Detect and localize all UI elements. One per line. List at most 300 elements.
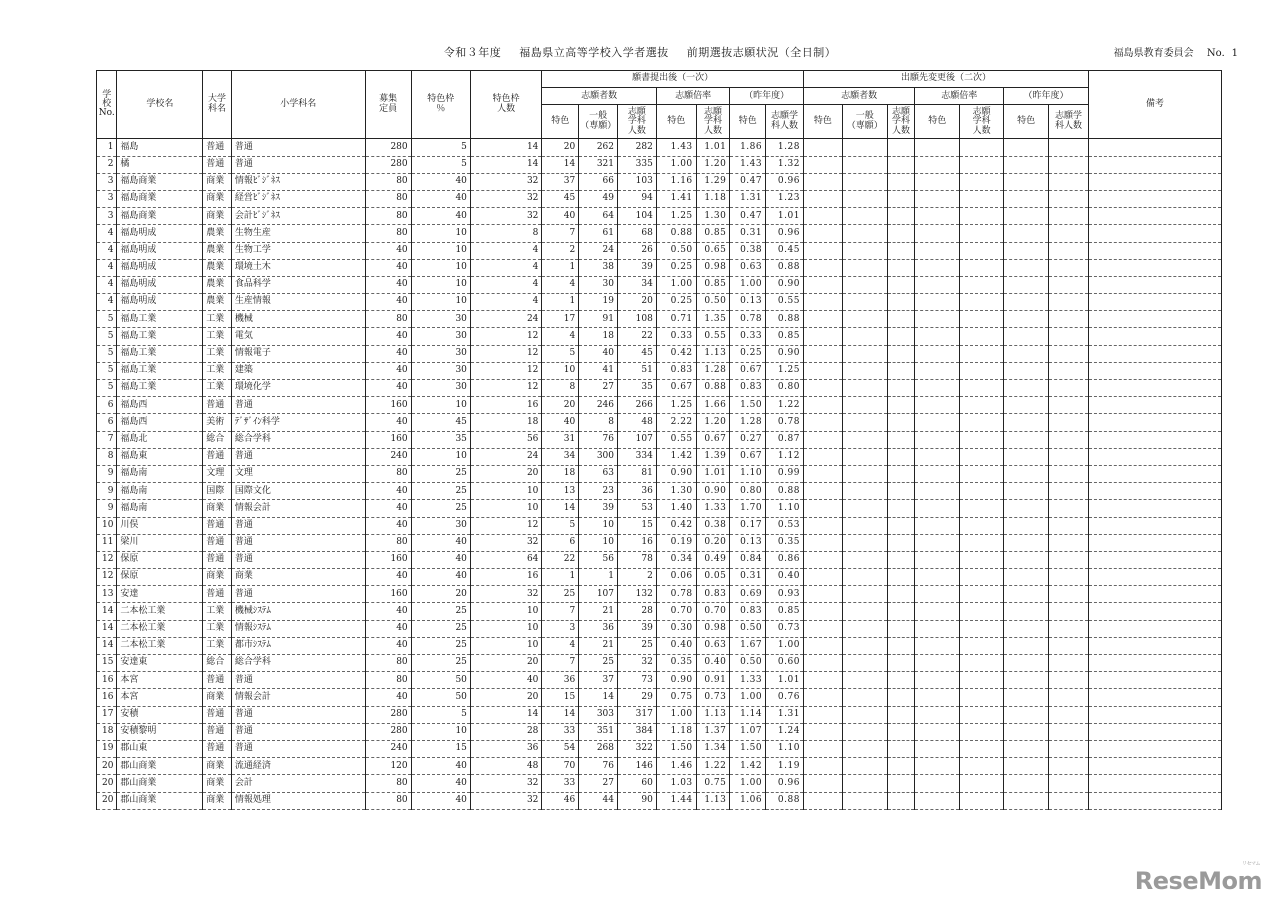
ratio-special-cell: 1.41 (656, 190, 696, 207)
table-row (97, 380, 1222, 397)
remarks-cell (1088, 655, 1221, 672)
remarks-cell (1088, 551, 1221, 568)
table-row (97, 620, 1222, 637)
special-count-cell: 4 (470, 294, 542, 311)
second-round-cell (803, 586, 842, 603)
second-round-cell (1004, 448, 1049, 465)
remarks-cell (1088, 672, 1221, 689)
second-round-cell (915, 672, 960, 689)
prev-special-cell: 1.33 (730, 672, 766, 689)
second-round-cell (803, 723, 842, 740)
prev-total-cell: 1.01 (766, 208, 804, 225)
second-round-cell (803, 620, 842, 637)
minor-dept-cell: 普通 (231, 139, 365, 156)
second-round-cell (887, 689, 915, 706)
second-round-cell (915, 242, 960, 259)
special-count-cell: 32 (470, 534, 542, 551)
prev-special-cell: 1.86 (730, 139, 766, 156)
applicants-total-cell: 90 (618, 792, 657, 809)
applicants-special-cell: 18 (542, 465, 579, 482)
special-pct-cell: 25 (411, 465, 470, 482)
applicants-special-cell: 34 (542, 448, 579, 465)
school-name-cell: 郡山商業 (117, 792, 203, 809)
ratio-special-cell: 0.30 (656, 620, 696, 637)
special-pct-cell: 10 (411, 723, 470, 740)
second-round-cell (1004, 190, 1049, 207)
applicants-general-cell: 24 (579, 242, 618, 259)
ratio-special-cell: 0.71 (656, 311, 696, 328)
prev-special-cell: 1.50 (730, 740, 766, 757)
second-round-cell (842, 448, 887, 465)
ratio-total-cell: 0.85 (696, 225, 730, 242)
second-round-cell (1049, 723, 1089, 740)
second-round-cell (842, 156, 887, 173)
second-round-cell (803, 758, 842, 775)
second-round-cell (887, 637, 915, 654)
ratio-total-cell: 0.70 (696, 603, 730, 620)
col-ratio-special-2: 特色 (915, 105, 960, 139)
prev-special-cell: 0.17 (730, 517, 766, 534)
applicants-special-cell: 3 (542, 620, 579, 637)
applicants-total-cell: 51 (618, 362, 657, 379)
school-no-cell: 13 (97, 586, 117, 603)
second-round-cell (842, 534, 887, 551)
school-name-cell: 川俣 (117, 517, 203, 534)
second-round-cell (1004, 225, 1049, 242)
second-round-cell (842, 380, 887, 397)
table-row (97, 190, 1222, 207)
ratio-total-cell: 0.67 (696, 431, 730, 448)
minor-dept-cell: 生産情報 (231, 294, 365, 311)
second-round-cell (842, 775, 887, 792)
major-dept-cell: 工業 (203, 328, 232, 345)
second-round-cell (887, 259, 915, 276)
prev-special-cell: 0.83 (730, 603, 766, 620)
special-count-cell: 12 (470, 517, 542, 534)
prev-special-cell: 0.27 (730, 431, 766, 448)
special-pct-cell: 25 (411, 637, 470, 654)
remarks-cell (1088, 173, 1221, 190)
second-round-cell (915, 311, 960, 328)
second-round-cell (960, 259, 1004, 276)
applicants-special-cell: 13 (542, 483, 579, 500)
prev-total-cell: 0.78 (766, 414, 804, 431)
special-pct-cell: 10 (411, 225, 470, 242)
second-round-cell (1004, 173, 1049, 190)
special-pct-cell: 10 (411, 242, 470, 259)
applicants-general-cell: 27 (579, 775, 618, 792)
prev-total-cell: 1.32 (766, 156, 804, 173)
col-major-dept: 大学 科名 (203, 71, 232, 139)
major-dept-cell: 総合 (203, 431, 232, 448)
prev-special-cell: 1.06 (730, 792, 766, 809)
second-round-cell (803, 208, 842, 225)
special-pct-cell: 20 (411, 586, 470, 603)
second-round-cell (803, 139, 842, 156)
table-row (97, 139, 1222, 156)
second-round-cell (960, 672, 1004, 689)
quota-cell: 80 (365, 190, 411, 207)
applicants-general-cell: 30 (579, 276, 618, 293)
applicants-general-cell: 21 (579, 637, 618, 654)
second-round-cell (803, 551, 842, 568)
remarks-cell (1088, 259, 1221, 276)
special-count-cell: 14 (470, 156, 542, 173)
minor-dept-cell: 普通 (231, 706, 365, 723)
table-row (97, 465, 1222, 482)
quota-cell: 80 (365, 775, 411, 792)
school-no-cell: 4 (97, 294, 117, 311)
second-round-cell (960, 380, 1004, 397)
minor-dept-cell: 情報会計 (231, 689, 365, 706)
ratio-total-cell: 0.88 (696, 380, 730, 397)
school-no-cell: 17 (97, 706, 117, 723)
ratio-special-cell: 1.50 (656, 740, 696, 757)
minor-dept-cell: 総合学科 (231, 431, 365, 448)
prev-special-cell: 0.13 (730, 294, 766, 311)
ratio-total-cell: 0.55 (696, 328, 730, 345)
second-round-cell (1004, 637, 1049, 654)
table-row (97, 414, 1222, 431)
second-round-cell (915, 655, 960, 672)
minor-dept-cell: 商業 (231, 569, 365, 586)
second-round-cell (960, 706, 1004, 723)
applicants-total-cell: 39 (618, 259, 657, 276)
minor-dept-cell: 普通 (231, 448, 365, 465)
school-name-cell: 郡山商業 (117, 775, 203, 792)
table-body (97, 139, 1222, 809)
second-round-cell (1049, 208, 1089, 225)
applicants-special-cell: 7 (542, 225, 579, 242)
second-round-cell (1049, 465, 1089, 482)
second-round-cell (915, 362, 960, 379)
prev-special-cell: 1.70 (730, 500, 766, 517)
header-applicants-2: 志願者数 (803, 88, 914, 105)
second-round-cell (1004, 586, 1049, 603)
second-round-cell (1049, 259, 1089, 276)
special-count-cell: 16 (470, 569, 542, 586)
special-pct-cell: 40 (411, 190, 470, 207)
prev-total-cell: 0.86 (766, 551, 804, 568)
prev-total-cell: 1.25 (766, 362, 804, 379)
school-no-cell: 4 (97, 225, 117, 242)
second-round-cell (915, 173, 960, 190)
special-count-cell: 24 (470, 311, 542, 328)
quota-cell: 160 (365, 551, 411, 568)
applicants-special-cell: 4 (542, 637, 579, 654)
special-count-cell: 28 (470, 723, 542, 740)
applicants-total-cell: 335 (618, 156, 657, 173)
second-round-cell (960, 173, 1004, 190)
special-count-cell: 32 (470, 792, 542, 809)
applicants-total-cell: 48 (618, 414, 657, 431)
second-round-cell (960, 500, 1004, 517)
quota-cell: 40 (365, 345, 411, 362)
second-round-cell (842, 311, 887, 328)
quota-cell: 280 (365, 706, 411, 723)
prev-total-cell: 0.93 (766, 586, 804, 603)
minor-dept-cell: 普通 (231, 397, 365, 414)
second-round-cell (960, 483, 1004, 500)
minor-dept-cell: 国際文化 (231, 483, 365, 500)
second-round-cell (915, 775, 960, 792)
applicants-total-cell: 28 (618, 603, 657, 620)
second-round-cell (887, 431, 915, 448)
ratio-special-cell: 0.34 (656, 551, 696, 568)
quota-cell: 40 (365, 414, 411, 431)
school-no-cell: 20 (97, 792, 117, 809)
quota-cell: 160 (365, 397, 411, 414)
applicants-total-cell: 20 (618, 294, 657, 311)
minor-dept-cell: 情報ﾋﾞｼﾞﾈｽ (231, 173, 365, 190)
quota-cell: 240 (365, 448, 411, 465)
minor-dept-cell: 食品科学 (231, 276, 365, 293)
quota-cell: 40 (365, 242, 411, 259)
school-no-cell: 12 (97, 551, 117, 568)
special-pct-cell: 40 (411, 758, 470, 775)
quota-cell: 80 (365, 208, 411, 225)
school-no-cell: 2 (97, 156, 117, 173)
school-no-cell: 3 (97, 190, 117, 207)
ratio-special-cell: 1.00 (656, 156, 696, 173)
header-after-second: 出願先変更後（二次） (803, 71, 1088, 88)
ratio-total-cell: 1.30 (696, 208, 730, 225)
applicants-special-cell: 5 (542, 517, 579, 534)
school-no-cell: 11 (97, 534, 117, 551)
second-round-cell (1049, 173, 1089, 190)
table-row (97, 517, 1222, 534)
school-no-cell: 15 (97, 655, 117, 672)
ratio-special-cell: 0.70 (656, 603, 696, 620)
quota-cell: 40 (365, 294, 411, 311)
prev-special-cell: 0.50 (730, 620, 766, 637)
special-count-cell: 36 (470, 740, 542, 757)
second-round-cell (960, 740, 1004, 757)
remarks-cell (1088, 483, 1221, 500)
col-ratio-special: 特色 (656, 105, 696, 139)
ratio-total-cell: 0.49 (696, 551, 730, 568)
second-round-cell (960, 448, 1004, 465)
applicants-special-cell: 40 (542, 414, 579, 431)
applicants-total-cell: 32 (618, 655, 657, 672)
special-pct-cell: 30 (411, 311, 470, 328)
quota-cell: 40 (365, 362, 411, 379)
second-round-cell (1049, 569, 1089, 586)
school-name-cell: 福島明成 (117, 294, 203, 311)
school-name-cell: 福島工業 (117, 362, 203, 379)
major-dept-cell: 工業 (203, 603, 232, 620)
second-round-cell (842, 276, 887, 293)
ratio-special-cell: 0.90 (656, 672, 696, 689)
special-pct-cell: 25 (411, 483, 470, 500)
quota-cell: 40 (365, 483, 411, 500)
school-no-cell: 6 (97, 397, 117, 414)
table-row (97, 259, 1222, 276)
applicants-special-cell: 14 (542, 156, 579, 173)
second-round-cell (1049, 758, 1089, 775)
applicants-general-cell: 49 (579, 190, 618, 207)
applicants-special-cell: 14 (542, 706, 579, 723)
col-dept-total-2: 志願 学科 人数 (887, 105, 915, 139)
applicants-total-cell: 35 (618, 380, 657, 397)
second-round-cell (803, 276, 842, 293)
applicants-general-cell: 1 (579, 569, 618, 586)
col-school-no: 学 校 No. (97, 71, 117, 139)
quota-cell: 40 (365, 517, 411, 534)
table-row (97, 689, 1222, 706)
prev-total-cell: 0.88 (766, 259, 804, 276)
second-round-cell (887, 792, 915, 809)
ratio-special-cell: 0.42 (656, 517, 696, 534)
second-round-cell (803, 448, 842, 465)
second-round-cell (842, 294, 887, 311)
second-round-cell (842, 569, 887, 586)
ratio-special-cell: 0.40 (656, 637, 696, 654)
second-round-cell (915, 139, 960, 156)
school-name-cell: 福島南 (117, 483, 203, 500)
school-name-cell: 福島南 (117, 465, 203, 482)
special-count-cell: 40 (470, 672, 542, 689)
second-round-cell (915, 431, 960, 448)
second-round-cell (842, 740, 887, 757)
issuer-block (1104, 44, 1238, 59)
second-round-cell (915, 397, 960, 414)
second-round-cell (1049, 311, 1089, 328)
second-round-cell (1049, 380, 1089, 397)
quota-cell: 40 (365, 569, 411, 586)
special-count-cell: 12 (470, 328, 542, 345)
ratio-special-cell: 1.16 (656, 173, 696, 190)
school-name-cell: 福島明成 (117, 259, 203, 276)
major-dept-cell: 工業 (203, 380, 232, 397)
special-count-cell: 4 (470, 276, 542, 293)
second-round-cell (915, 208, 960, 225)
second-round-cell (803, 190, 842, 207)
school-name-cell: 安達 (117, 586, 203, 603)
col-general-2: 一般 （専願） (842, 105, 887, 139)
second-round-cell (803, 345, 842, 362)
second-round-cell (960, 603, 1004, 620)
col-special-pct: 特色枠 ％ (411, 71, 470, 139)
table-row (97, 173, 1222, 190)
special-count-cell: 12 (470, 345, 542, 362)
second-round-cell (803, 397, 842, 414)
special-count-cell: 20 (470, 655, 542, 672)
applicants-special-cell: 8 (542, 380, 579, 397)
second-round-cell (1049, 345, 1089, 362)
second-round-cell (1004, 259, 1049, 276)
second-round-cell (1004, 362, 1049, 379)
second-round-cell (803, 362, 842, 379)
applicants-total-cell: 29 (618, 689, 657, 706)
second-round-cell (1049, 190, 1089, 207)
prev-total-cell: 0.96 (766, 775, 804, 792)
remarks-cell (1088, 637, 1221, 654)
second-round-cell (887, 723, 915, 740)
second-round-cell (887, 397, 915, 414)
second-round-cell (1049, 517, 1089, 534)
applicants-general-cell: 8 (579, 414, 618, 431)
ratio-special-cell: 1.44 (656, 792, 696, 809)
ratio-total-cell: 0.73 (696, 689, 730, 706)
ratio-special-cell: 0.88 (656, 225, 696, 242)
prev-special-cell: 0.83 (730, 380, 766, 397)
second-round-cell (960, 294, 1004, 311)
second-round-cell (915, 345, 960, 362)
prev-special-cell: 0.38 (730, 242, 766, 259)
major-dept-cell: 商業 (203, 208, 232, 225)
special-count-cell: 12 (470, 362, 542, 379)
second-round-cell (960, 775, 1004, 792)
table-row (97, 586, 1222, 603)
second-round-cell (1049, 225, 1089, 242)
applicants-general-cell: 40 (579, 345, 618, 362)
second-round-cell (960, 792, 1004, 809)
remarks-cell (1088, 500, 1221, 517)
prev-total-cell: 0.85 (766, 328, 804, 345)
table-row (97, 328, 1222, 345)
second-round-cell (915, 448, 960, 465)
special-pct-cell: 40 (411, 208, 470, 225)
quota-cell: 80 (365, 311, 411, 328)
table-row (97, 758, 1222, 775)
applicants-total-cell: 334 (618, 448, 657, 465)
school-no-cell: 4 (97, 242, 117, 259)
special-count-cell: 32 (470, 208, 542, 225)
special-pct-cell: 10 (411, 448, 470, 465)
second-round-cell (842, 689, 887, 706)
major-dept-cell: 工業 (203, 362, 232, 379)
school-name-cell: 福島明成 (117, 225, 203, 242)
applicants-general-cell: 76 (579, 758, 618, 775)
second-round-cell (1004, 672, 1049, 689)
title-status: 前期選抜志願状況（全日制） (686, 46, 837, 59)
remarks-cell (1088, 792, 1221, 809)
special-count-cell: 10 (470, 483, 542, 500)
minor-dept-cell: 生物生産 (231, 225, 365, 242)
major-dept-cell: 国際 (203, 483, 232, 500)
ratio-special-cell: 0.06 (656, 569, 696, 586)
special-count-cell: 24 (470, 448, 542, 465)
quota-cell: 240 (365, 740, 411, 757)
school-no-cell: 14 (97, 637, 117, 654)
applicants-general-cell: 44 (579, 792, 618, 809)
quota-cell: 40 (365, 276, 411, 293)
table-row (97, 706, 1222, 723)
special-count-cell: 64 (470, 551, 542, 568)
applicants-total-cell: 60 (618, 775, 657, 792)
second-round-cell (887, 225, 915, 242)
second-round-cell (842, 637, 887, 654)
second-round-cell (803, 156, 842, 173)
applicants-total-cell: 94 (618, 190, 657, 207)
second-round-cell (803, 173, 842, 190)
prev-total-cell: 1.00 (766, 637, 804, 654)
second-round-cell (887, 156, 915, 173)
table-row (97, 672, 1222, 689)
ratio-total-cell: 0.98 (696, 620, 730, 637)
second-round-cell (887, 758, 915, 775)
remarks-cell (1088, 534, 1221, 551)
second-round-cell (1004, 620, 1049, 637)
special-pct-cell: 30 (411, 345, 470, 362)
second-round-cell (915, 534, 960, 551)
second-round-cell (803, 431, 842, 448)
school-no-cell: 1 (97, 139, 117, 156)
ratio-total-cell: 0.91 (696, 672, 730, 689)
second-round-cell (842, 465, 887, 482)
second-round-cell (842, 603, 887, 620)
